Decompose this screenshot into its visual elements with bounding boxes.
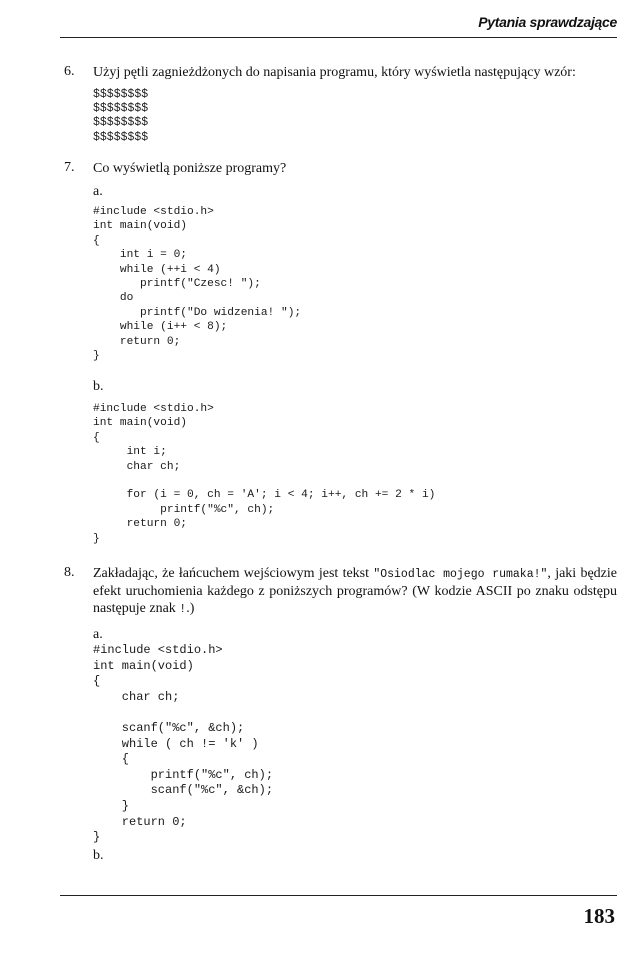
question-8-input-string: "Osiodlac mojego rumaka!" (373, 568, 548, 581)
question-8b-label: b. (93, 848, 104, 863)
question-7a-code: #include <stdio.h> int main(void) { int i = 0; while (++i < 4) printf("Czesc! "); do printf("Do widzenia! "); while (i++ < 8); return 0; } (93, 206, 302, 363)
page-number: 183 (583, 904, 615, 928)
question-7-number: 7. (64, 160, 75, 175)
question-7a-label: a. (93, 184, 103, 199)
question-8-bang: ! (179, 603, 187, 616)
question-7b-label: b. (93, 379, 104, 394)
question-8a-code: #include <stdio.h> int main(void) { char ch; scanf("%c", &ch); while ( ch != 'k' ) { printf("%c", ch); scanf("%c", &ch); } return 0; } (93, 643, 274, 845)
question-8-text-end: .) (186, 601, 195, 616)
question-8-text (93, 565, 617, 618)
question-6-text: Użyj pętli zagnieżdżonych do napisania programu, który wyświetla następujący wzór: (93, 65, 576, 80)
question-6-number: 6. (64, 64, 75, 79)
question-7-text: Co wyświetlą poniższe programy? (93, 161, 287, 176)
question-7b-code: #include <stdio.h> int main(void) { int i; char ch; for (i = 0, ch = 'A'; i < 4; i++, ch += 2 * i) printf("%c", ch); return 0; } (93, 403, 436, 545)
question-8-number: 8. (64, 565, 75, 580)
question-8-text-before: Zakładając, że łańcuchem wejściowym jest tekst (93, 566, 374, 581)
running-header-title: Pytania sprawdzające (478, 14, 617, 30)
footer-rule (60, 895, 617, 896)
question-8a-label: a. (93, 627, 103, 642)
header-rule (60, 37, 617, 38)
question-8-text-after: , jaki będzie efekt uruchomienia każdego z poniższych programów? (W kodzie ASCII po znaku odstępu następuje znak (93, 566, 617, 616)
question-6-pattern: $$$$$$$$ $$$$$$$$ $$$$$$$$ $$$$$$$$ (93, 88, 149, 144)
